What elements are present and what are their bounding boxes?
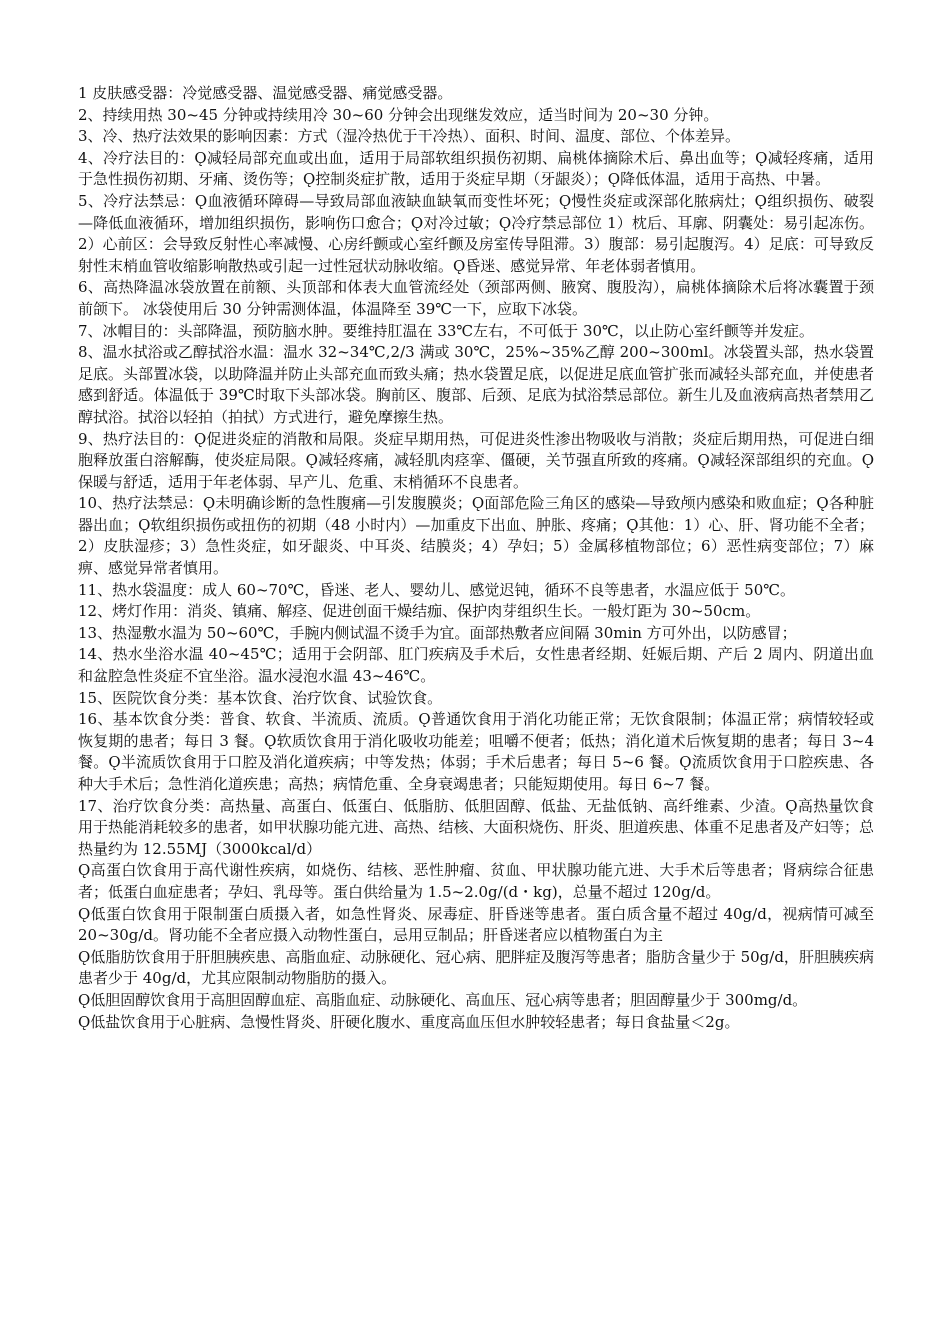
paragraph-low-cholesterol: Ǫ低胆固醇饮食用于高胆固醇血症、高脂血症、动脉硬化、高血压、冠心病等患者；胆固醇量少于 300mg/d。 [78,990,808,1009]
paragraph-12: 12、烤灯作用：消炎、镇痛、解痉、促进创面干燥结痂、保护肉芽组织生长。一般灯距为 30~50cm。 [78,602,761,621]
paragraph-3: 3、冷、热疗法效果的影响因素：方式（湿冷热优于干冷热）、面积、时间、温度、部位、个体差异。 [78,127,741,146]
document-body [78,83,874,1033]
paragraph-17: 17、治疗饮食分类：高热量、高蛋白、低蛋白、低脂肪、低胆固醇、低盐、无盐低钠、高纤维素、少渣。Ǫ高热量饮食用于热能消耗较多的患者，如甲状腺功能亢进、高热、结核、大面积烧伤、肝炎、胆道疾患、体重不足患者及产妇等；总热量约为 12.55MJ（3000kcal/d） [78,796,874,858]
paragraph-low-salt: Ǫ低盐饮食用于心脏病、急慢性肾炎、肝硬化腹水、重度高血压但水肿较轻患者；每日食盐量＜2g。 [78,1012,740,1031]
paragraph-1: 1 皮肤感受器：冷觉感受器、温觉感受器、痛觉感受器。 [78,84,453,102]
paragraph-14: 14、热水坐浴水温 40~45℃；适用于会阴部、肛门疾病及手术后，女性患者经期、妊娠后期、产后 2 周内、阴道出血和盆腔急性炎症不宜坐浴。温水浸泡水温 43~46℃。 [78,645,874,686]
paragraph-5: 5、冷疗法禁忌：Ǫ血液循环障碍—导致局部血液缺血缺氧而变性坏死；Ǫ慢性炎症或深部化脓病灶；Ǫ组织损伤、破裂—降低血液循环，增加组织损伤，影响伤口愈合；Ǫ对冷过敏；Ǫ冷疗禁忌部位 1）枕后、耳廓、阴囊处：易引起冻伤。2）心前区：会导致反射性心率减慢、心房纤颤或心室纤颤及房室传导阻滞。3）腹部：易引起腹泻。4）足底：可导致反射性末梢血管收缩影响散热或引起一过性冠状动脉收缩。Ǫ昏迷、感觉异常、年老体弱者慎用。 [78,191,874,275]
paragraph-low-protein: Ǫ低蛋白饮食用于限制蛋白质摄入者，如急性肾炎、尿毒症、肝昏迷等患者。蛋白质含量不超过 40g/d，视病情可减至 20~30g/d。肾功能不全者应摄入动物性蛋白，忌用豆制品；肝昏迷者应以植物蛋白为主 [78,904,874,945]
paragraph-13: 13、热湿敷水温为 50~60℃，手腕内侧试温不烫手为宜。面部热敷者应间隔 30min 方可外出，以防感冒； [78,623,797,642]
paragraph-11: 11、热水袋温度：成人 60~70℃，昏迷、老人、婴幼儿、感觉迟钝，循环不良等患者，水温应低于 50℃。 [78,580,796,599]
paragraph-8: 8、温水拭浴或乙醇拭浴水温：温水 32~34℃,2/3 满或 30℃，25%~35%乙醇 200~300ml。冰袋置头部，热水袋置足底。头部置冰袋，以助降温并防止头部充血而致头痛；热水袋置足底，以促进足底血管扩张而减轻头部充血，并使患者感到舒适。体温低于 39℃时取下头部冰袋。胸前区、腹部、后颈、足底为拭浴禁忌部位。新生儿及血液病高热者禁用乙醇拭浴。拭浴以轻拍（拍拭）方式进行，避免摩擦生热。 [78,343,874,426]
paragraph-4: 4、冷疗法目的：Ǫ减轻局部充血或出血，适用于局部软组织损伤初期、扁桃体摘除术后、鼻出血等；Ǫ减轻疼痛，适用于急性损伤初期、牙痛、烫伤等；Ǫ控制炎症扩散，适用于炎症早期（牙龈炎）；Ǫ降低体温，适用于高热、中暑。 [78,148,874,189]
paragraph-low-fat: Ǫ低脂肪饮食用于肝胆胰疾患、高脂血症、动脉硬化、冠心病、肥胖症及腹泻等患者；脂肪含量少于 50g/d，肝胆胰疾病患者少于 40g/d，尤其应限制动物脂肪的摄入。 [78,947,874,988]
paragraph-9: 9、热疗法目的：Ǫ促进炎症的消散和局限。炎症早期用热，可促进炎性渗出物吸收与消散；炎症后期用热，可促进白细胞释放蛋白溶解酶，使炎症局限。Ǫ减轻疼痛，减轻肌肉痉挛、僵硬，关节强直所致的疼痛。Ǫ减轻深部组织的充血。Ǫ保暖与舒适，适用于年老体弱、早产儿、危重、末梢循环不良患者。 [78,429,874,491]
paragraph-high-protein: Ǫ高蛋白饮食用于高代谢性疾病，如烧伤、结核、恶性肿瘤、贫血、甲状腺功能亢进、大手术后等患者；肾病综合征患者；低蛋白血症患者；孕妇、乳母等。蛋白供给量为 1.5~2.0g/(d・kg)，总量不超过 120g/d。 [78,861,874,901]
paragraph-16: 16、基本饮食分类：普食、软食、半流质、流质。Ǫ普通饮食用于消化功能正常；无饮食限制；体温正常；病情较轻或恢复期的患者；每日 3 餐。Ǫ软质饮食用于消化吸收功能差；咀嚼不便者；低热；消化道术后恢复期的患者；每日 3~4 餐。Ǫ半流质饮食用于口腔及消化道疾病；中等发热；体弱；手术后患者；每日 5~6 餐。Ǫ流质饮食用于口腔疾患、各种大手术后；急性消化道疾患；高热；病情危重、全身衰竭患者；只能短期使用。每日 6~7 餐。 [78,710,874,793]
paragraph-6: 6、高热降温冰袋放置在前额、头顶部和体表大血管流经处（颈部两侧、腋窝、腹股沟），扁桃体摘除术后将冰囊置于颈前颌下。 冰袋使用后 30 分钟需测体温，体温降至 39℃一下，应取下冰袋。 [78,278,874,318]
paragraph-15: 15、医院饮食分类：基本饮食、治疗饮食、试验饮食。 [78,688,443,707]
paragraph-2: 2、持续用热 30~45 分钟或持续用冷 30~60 分钟会出现继发效应，适当时间为 20~30 分钟。 [78,105,719,124]
paragraph-10: 10、热疗法禁忌：Ǫ未明确诊断的急性腹痛—引发腹膜炎；Ǫ面部危险三角区的感染—导致颅内感染和败血症；Ǫ各种脏器出血；Ǫ软组织损伤或扭伤的初期（48 小时内）—加重皮下出血、肿胀、疼痛；Ǫ其他：1）心、肝、肾功能不全者；2）皮肤湿疹；3）急性炎症，如牙龈炎、中耳炎、结膜炎；4）孕妇；5）金属移植物部位；6）恶性病变部位；7）麻痹、感觉异常者慎用。 [78,494,874,578]
paragraph-7: 7、冰帽目的：头部降温，预防脑水肿。要维持肛温在 33℃左右，不可低于 30℃，以止防心室纤颤等并发症。 [78,321,814,340]
